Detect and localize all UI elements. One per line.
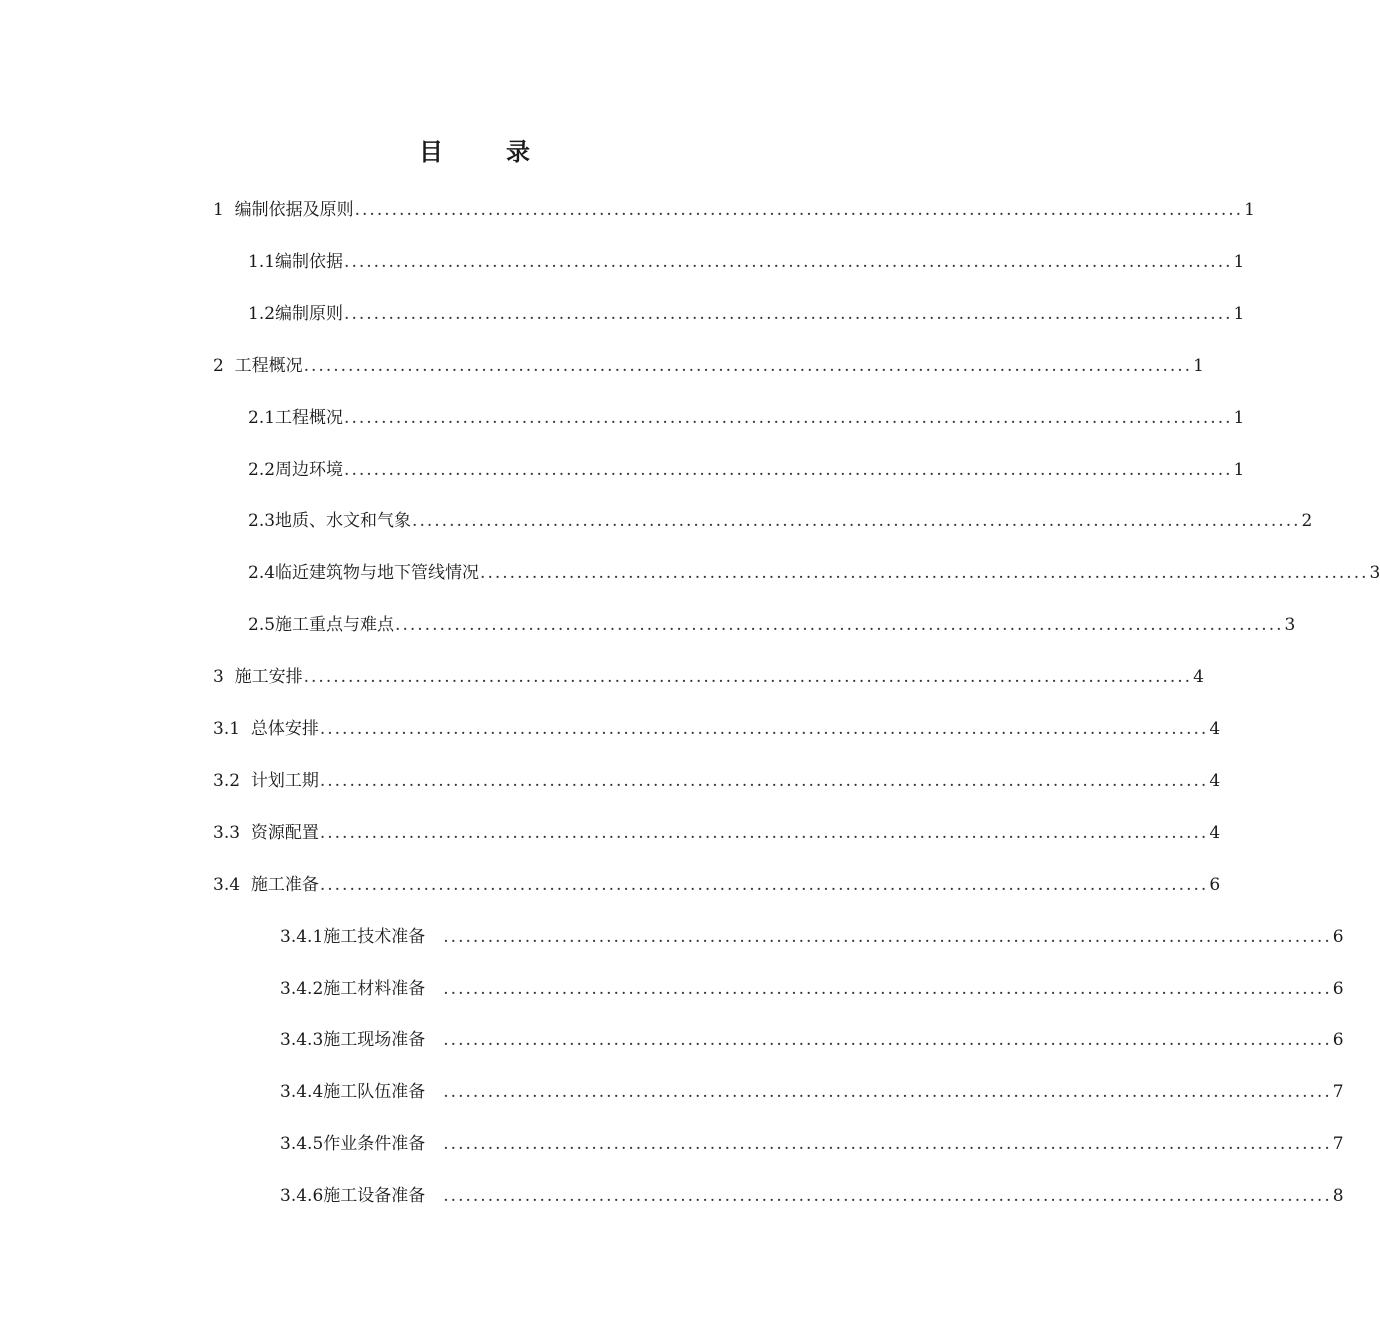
- toc-entry[interactable]: [0, 963, 1344, 999]
- toc-entry-leader-dots: ........................................................................................................................: [319, 719, 1209, 739]
- toc-entry-leader-dots: ........................................................................................................................: [395, 615, 1284, 636]
- toc-entry-leader-dots: ........................................................................................................................: [480, 563, 1369, 584]
- toc-entry-page-number: 3: [1284, 615, 1296, 636]
- toc-entry-leader-dots: ........................................................................................................................: [344, 407, 1233, 428]
- toc-entry-page-number: 3: [1369, 563, 1380, 584]
- toc-entry[interactable]: [0, 444, 1245, 480]
- toc-entry-label: 3.3 资源配置: [213, 822, 319, 843]
- toc-entry-page-number: 1: [1233, 251, 1245, 272]
- toc-entry-leader-dots: ........................................................................................................................: [443, 1082, 1332, 1103]
- toc-entry-leader-dots: ........................................................................................................................: [443, 978, 1332, 999]
- toc-entry[interactable]: [0, 859, 1221, 895]
- toc-entry-leader-dots: ........................................................................................................................: [412, 511, 1301, 532]
- toc-entry[interactable]: [0, 651, 1204, 688]
- toc-title: [0, 132, 950, 167]
- toc-entry-leader-dots: ........................................................................................................................: [319, 822, 1209, 843]
- toc-entry[interactable]: [0, 703, 1221, 739]
- toc-entry-leader-dots: ........................................................................................................................: [443, 1134, 1332, 1155]
- toc-entry-label: 3.2 计划工期: [213, 770, 319, 791]
- toc-entry-page-number: 1: [1233, 459, 1245, 480]
- toc-entry-leader-dots: ........................................................................................................................: [443, 1030, 1332, 1051]
- toc-entry-page-number: 4: [1193, 667, 1204, 688]
- toc-entry[interactable]: [0, 911, 1344, 947]
- toc-entry[interactable]: [0, 236, 1245, 272]
- toc-entry[interactable]: [0, 1066, 1344, 1103]
- toc-entry-label: 1 编制依据及原则: [213, 200, 354, 220]
- toc-entry-page-number: 8: [1332, 1186, 1344, 1207]
- toc-entry-label: 3.4.3施工现场准备: [280, 1030, 426, 1051]
- toc-entry[interactable]: [0, 599, 1296, 636]
- toc-entry-label: 2.1工程概况: [248, 407, 344, 428]
- toc-entry-leader-dots: ........................................................................................................................: [303, 667, 1193, 688]
- toc-entry-page-number: 4: [1209, 822, 1221, 843]
- toc-entry-label: 3.4 施工准备: [213, 874, 319, 895]
- toc-entry-page-number: 7: [1332, 1082, 1344, 1103]
- toc-entry-leader-dots: ........................................................................................................................: [319, 770, 1209, 791]
- toc-entry[interactable]: [0, 392, 1245, 428]
- toc-entry[interactable]: [0, 1014, 1344, 1051]
- toc-entry-page-number: 1: [1233, 407, 1245, 428]
- toc-entry-label: 2 工程概况: [213, 355, 303, 376]
- toc-entry-label: 1.1编制依据: [248, 251, 344, 272]
- toc-entry-label: 3.4.1施工技术准备: [280, 926, 426, 947]
- toc-entry-label: 3.4.5作业条件准备: [280, 1134, 426, 1155]
- toc-entry-label: 2.3地质、水文和气象: [248, 511, 412, 532]
- toc-entry-leader-dots: ........................................................................................................................: [354, 200, 1244, 220]
- toc-entry-leader-dots: ........................................................................................................................: [344, 459, 1233, 480]
- toc-entry-page-number: 4: [1209, 719, 1221, 739]
- toc-entry[interactable]: [0, 495, 1313, 532]
- toc-entry-label: 3 施工安排: [213, 667, 303, 688]
- toc-entry[interactable]: [0, 807, 1221, 843]
- toc-entry-leader-dots: ........................................................................................................................: [344, 251, 1233, 272]
- toc-entry-page-number: 2: [1301, 511, 1313, 532]
- toc-entry-leader-dots: ........................................................................................................................: [443, 926, 1332, 947]
- toc-entry-page-number: 1: [1244, 200, 1255, 220]
- toc-entry-label: 3.4.2施工材料准备: [280, 978, 426, 999]
- toc-entry-page-number: 6: [1332, 978, 1344, 999]
- toc-entry-label: 2.2周边环境: [248, 459, 344, 480]
- toc-entry[interactable]: [0, 1170, 1344, 1207]
- toc-entry-leader-dots: ........................................................................................................................: [443, 1186, 1332, 1207]
- toc-entry-page-number: 4: [1209, 770, 1221, 791]
- toc-entry[interactable]: [0, 1118, 1344, 1155]
- toc-entry-label: 2.4临近建筑物与地下管线情况: [248, 563, 480, 584]
- toc-entry-label: 2.5施工重点与难点: [248, 615, 395, 636]
- toc-entry-label: 3.4.6施工设备准备: [280, 1186, 426, 1207]
- toc-title-right: 录: [506, 137, 531, 166]
- toc-entry-leader-dots: ........................................................................................................................: [319, 874, 1209, 895]
- toc-entry[interactable]: [0, 547, 1380, 584]
- toc-entry-page-number: 1: [1233, 303, 1245, 324]
- toc-entry-label: 1.2编制原则: [248, 303, 344, 324]
- toc-entry-leader-dots: ........................................................................................................................: [303, 355, 1193, 376]
- toc-entry-label: 3.1 总体安排: [213, 719, 319, 739]
- toc-entry-page-number: 6: [1332, 1030, 1344, 1051]
- toc-entry[interactable]: [0, 340, 1204, 376]
- toc-entry-leader-dots: ........................................................................................................................: [344, 303, 1233, 324]
- toc-title-left: 目: [419, 137, 444, 166]
- toc-entry-label: 3.4.4施工队伍准备: [280, 1082, 426, 1103]
- toc-entry-page-number: 6: [1209, 874, 1221, 895]
- toc-entry[interactable]: [0, 184, 1255, 220]
- toc-entry-page-number: 7: [1332, 1134, 1344, 1155]
- toc-entry[interactable]: [0, 755, 1221, 791]
- toc-entry[interactable]: [0, 288, 1245, 324]
- toc-entry-page-number: 6: [1332, 926, 1344, 947]
- toc-entry-page-number: 1: [1193, 355, 1204, 376]
